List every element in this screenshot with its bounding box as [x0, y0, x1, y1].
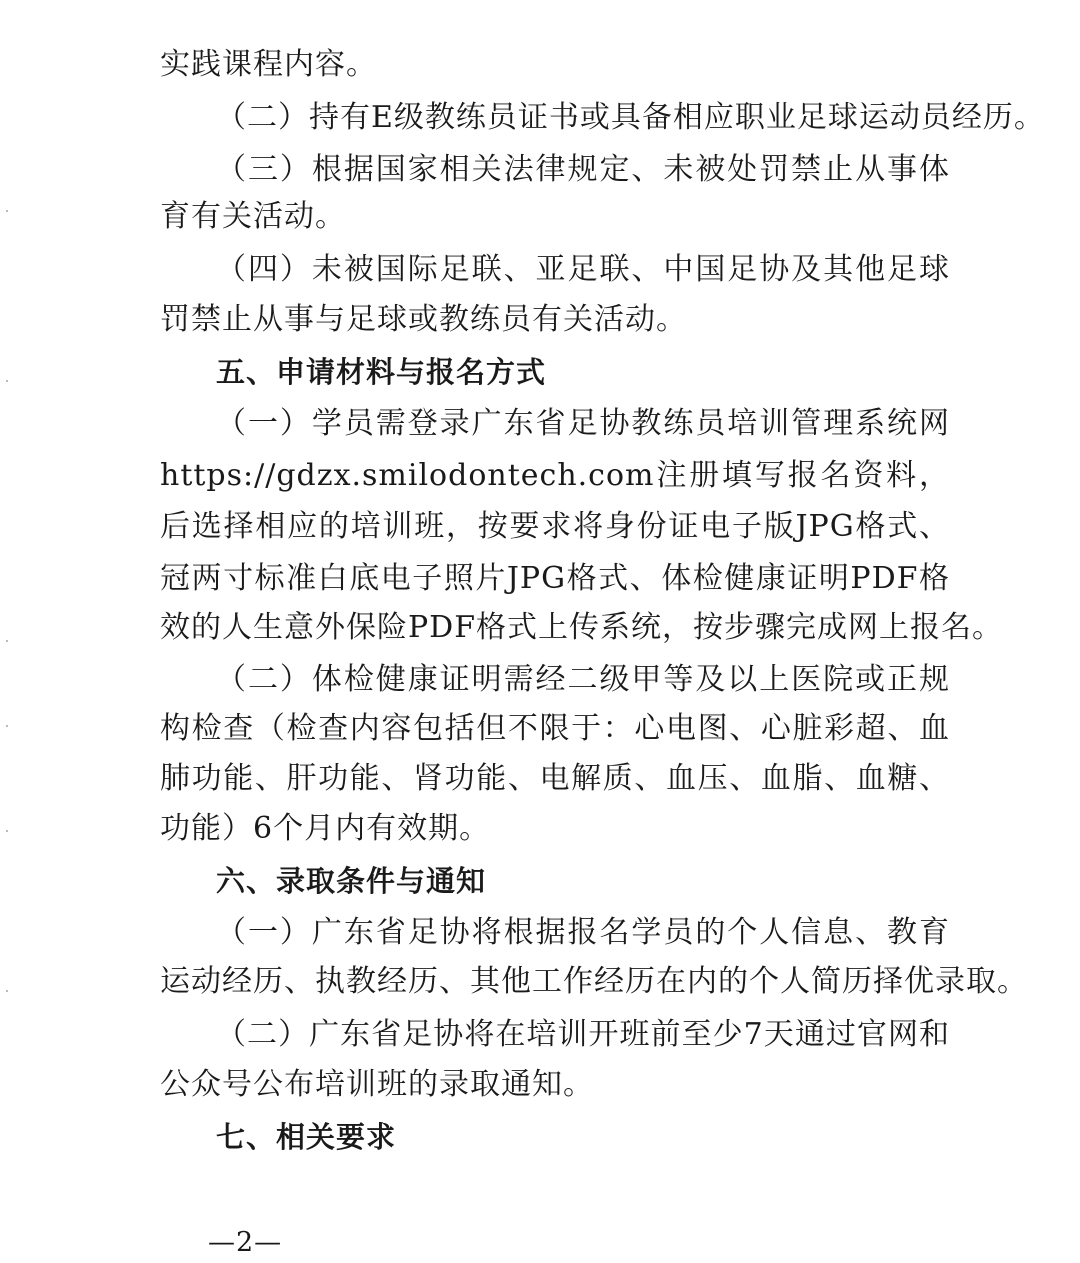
scan-mark	[6, 725, 8, 727]
text-line: 肺功能、肝功能、肾功能、电解质、血压、血脂、血糖、	[160, 761, 950, 796]
scan-mark	[6, 380, 8, 382]
text-line: （二）体检健康证明需经二级甲等及以上医院或正规	[216, 662, 950, 697]
text-line: 实践课程内容。	[160, 47, 377, 82]
scan-mark	[6, 210, 8, 212]
text-line: https://gdzx.smilodontech.com注册填写报名资料，	[160, 458, 950, 493]
text-line: 功能）6个月内有效期。	[160, 811, 491, 846]
section-heading: 五、申请材料与报名方式	[216, 355, 547, 389]
scan-mark	[6, 830, 8, 832]
text-line: 冠两寸标准白底电子照片JPG格式、体检健康证明PDF格	[160, 561, 950, 596]
text-line: （四）未被国际足联、亚足联、中国足协及其他足球	[216, 252, 950, 287]
text-line: 后选择相应的培训班，按要求将身份证电子版JPG格式、	[160, 509, 950, 544]
text-line: （三）根据国家相关法律规定、未被处罚禁止从事体	[216, 152, 950, 187]
text-line: 公众号公布培训班的录取通知。	[160, 1067, 594, 1102]
text-line: 构检查（检查内容包括但不限于：心电图、心脏彩超、血	[160, 711, 950, 746]
text-line: 效的人生意外保险PDF格式上传系统，按步骤完成网上报名。	[160, 610, 1004, 645]
scan-mark	[6, 640, 8, 642]
text-line: （一）广东省足协将根据报名学员的个人信息、教育	[216, 915, 950, 950]
section-heading: 六、录取条件与通知	[216, 864, 487, 898]
text-line: （二）持有E级教练员证书或具备相应职业足球运动员经历。	[216, 100, 1045, 135]
page-number: —2—	[208, 1227, 283, 1258]
section-heading: 七、相关要求	[216, 1120, 397, 1154]
text-line: （二）广东省足协将在培训开班前至少7天通过官网和	[216, 1017, 950, 1052]
text-line: 罚禁止从事与足球或教练员有关活动。	[160, 302, 687, 337]
text-line: 育有关活动。	[160, 199, 346, 234]
scan-mark	[6, 990, 8, 992]
text-line: （一）学员需登录广东省足协教练员培训管理系统网	[216, 406, 950, 441]
text-line: 运动经历、执教经历、其他工作经历在内的个人简历择优录取。	[160, 964, 1028, 999]
